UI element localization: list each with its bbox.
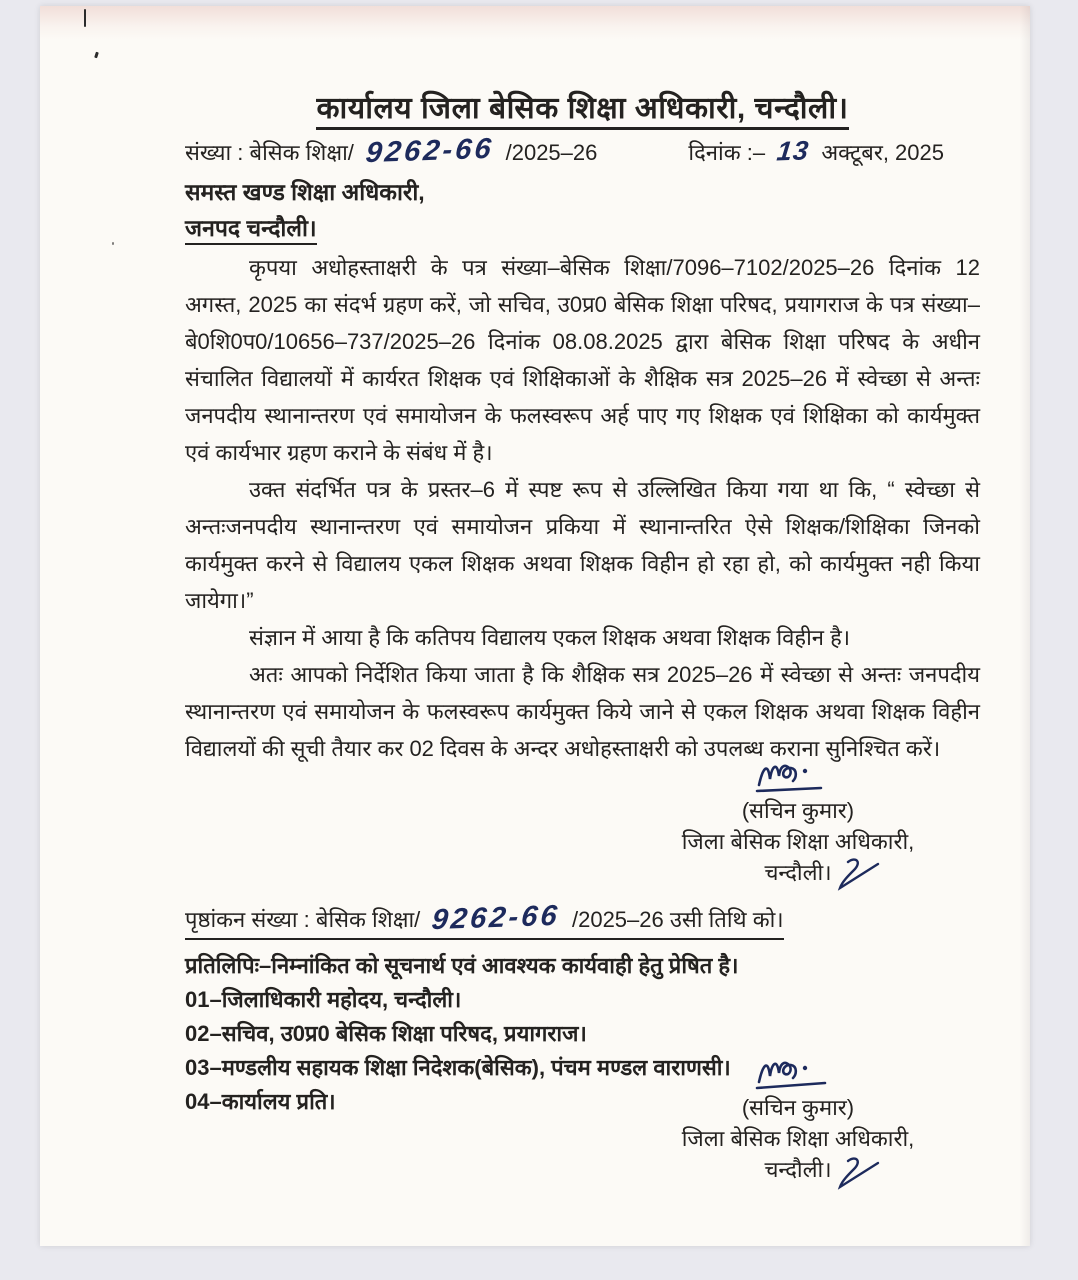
signature-flourish-icon [834,1153,890,1193]
letterhead-title-text: कार्यालय जिला बेसिक शिक्षा अधिकारी, चन्दौली। [316,92,848,130]
reference-date-row [185,132,980,170]
scan-speck [94,52,99,59]
signatory-designation: जिला बेसिक शिक्षा अधिकारी, [681,1126,915,1151]
endorsement-label: पृष्ठांकन संख्या : बेसिक शिक्षा/ [185,907,421,932]
copy-recipient-3: 03–मण्डलीय सहायक शिक्षा निदेशक(बेसिक), पंचम मण्डल वाराणसी। [185,1055,731,1080]
signatory-place-wrap [764,857,831,888]
date-group [688,137,944,167]
body-paragraph-2: उक्त संदर्भित पत्र के प्रस्तर–6 में स्पष्ट रूप से उल्लिखित किया गया था कि, “ स्वेच्छा से अन्तःजनपदीय स्थानान्तरण एवं समायोजन प्रकिया में स्थानान्तरित ऐसे शिक्षक/शिक्षिका जिनको कार्यमुक्त करने से विद्यालय एकल शिक्षक अथवा शिक्षक विहीन हो रहा हो, को कार्यमुक्त नही किया जायेगा।” [185,477,980,613]
signatory-designation: जिला बेसिक शिक्षा अधिकारी, [681,829,915,854]
endorsement-rest: /2025–26 उसी तिथि को। [571,907,784,932]
reference-label: संख्या : बेसिक शिक्षा/ [185,140,354,165]
scan-speck [112,242,114,245]
addressee-line-1: समस्त खण्ड शिक्षा अधिकारी, [185,179,425,205]
reference-number-group [185,132,598,170]
body-paragraph-1: कृपया अधोहस्ताक्षरी के पत्र संख्या–बेसिक शिक्षा/7096–7102/2025–26 दिनांक 12 अगस्त, 2025 का संदर्भ ग्रहण करें, जो सचिव, उ0प्र0 बेसिक शिक्षा परिषद, प्रयागराज के पत्र संख्या–बे0शि0प0/10656–737/2025–26 दिनांक 08.08.2025 द्वारा बेसिक शिक्षा परिषद के अधीन संचालित विद्यालयों में कार्यरत शिक्षक एवं शिक्षिकाओं के शैक्षिक सत्र 2025–26 में स्वेच्छा से अन्तः जनपदीय स्थानान्तरण एवं समायोजन के फलस्वरूप अर्ह पाए गए शिक्षक एवं शिक्षिका को कार्यमुक्त एवं कार्यभार ग्रहण कराने के संबंध में है। [185,255,980,465]
body-paragraph-4: अतः आपको निर्देशित किया जाता है कि शैक्षिक सत्र 2025–26 में स्वेच्छा से अन्तः जनपदीय स्थानान्तरण एवं समायोजन के फलस्वरूप कार्यमुक्त किये जाने से एकल शिक्षक अथवा शिक्षक विहीन विद्यालयों की सूची तैयार कर 02 दिवस के अन्दर अधोहस्ताक्षरी को उपलब्ध कराना सुनिश्चित करें। [185,662,980,761]
addressee-line-2 [185,211,980,243]
date-month-year: अक्टूबर, 2025 [821,140,944,165]
date-label: दिनांक :– [688,140,766,165]
letter-page [40,6,1030,1246]
signatory-place-wrap [764,1154,831,1185]
endorsement-row [185,899,980,940]
scan-corner-mark [84,9,86,27]
signature-flourish-icon [834,854,890,894]
letterhead-title [185,86,980,127]
signatory-place: चन्दौली। [764,860,832,885]
copy-distribution-note: प्रतिलिपिः–निम्नांकित को सूचनार्थ एवं आवश्यक कार्यवाही हेतु प्रेषित है। [185,953,739,978]
signatory-name: (सचिन कुमार) [741,798,855,823]
reference-number-handwritten: 9262-66 [364,132,496,170]
body-paragraph-3: संज्ञान में आया है कि कतिपय विद्यालय एकल शिक्षक अथवा शिक्षक विहीन है। [249,625,851,650]
signature-scribble-icon [743,1052,853,1094]
copy-recipient-4: 04–कार्यालय प्रति। [185,1089,336,1114]
reference-session: /2025–26 [505,140,598,165]
copy-recipient-1: 01–जिलाधिकारी महोदय, चन्दौली। [185,987,462,1012]
endorsement-line [185,899,784,940]
addressee-line-2-text: जनपद चन्दौली। [185,215,317,245]
signature-block-2 [638,1052,958,1185]
date-day-handwritten: 13 [775,135,811,167]
signature-scribble-icon [743,755,853,797]
signatory-name: (सचिन कुमार) [741,1095,855,1120]
letter-content [185,86,980,1185]
signature-block-1 [638,755,958,888]
signatory-place: चन्दौली। [764,1157,832,1182]
endorsement-number-handwritten: 9262-66 [430,899,562,937]
copy-recipient-2: 02–सचिव, उ0प्र0 बेसिक शिक्षा परिषद, प्रयागराज। [185,1021,587,1046]
